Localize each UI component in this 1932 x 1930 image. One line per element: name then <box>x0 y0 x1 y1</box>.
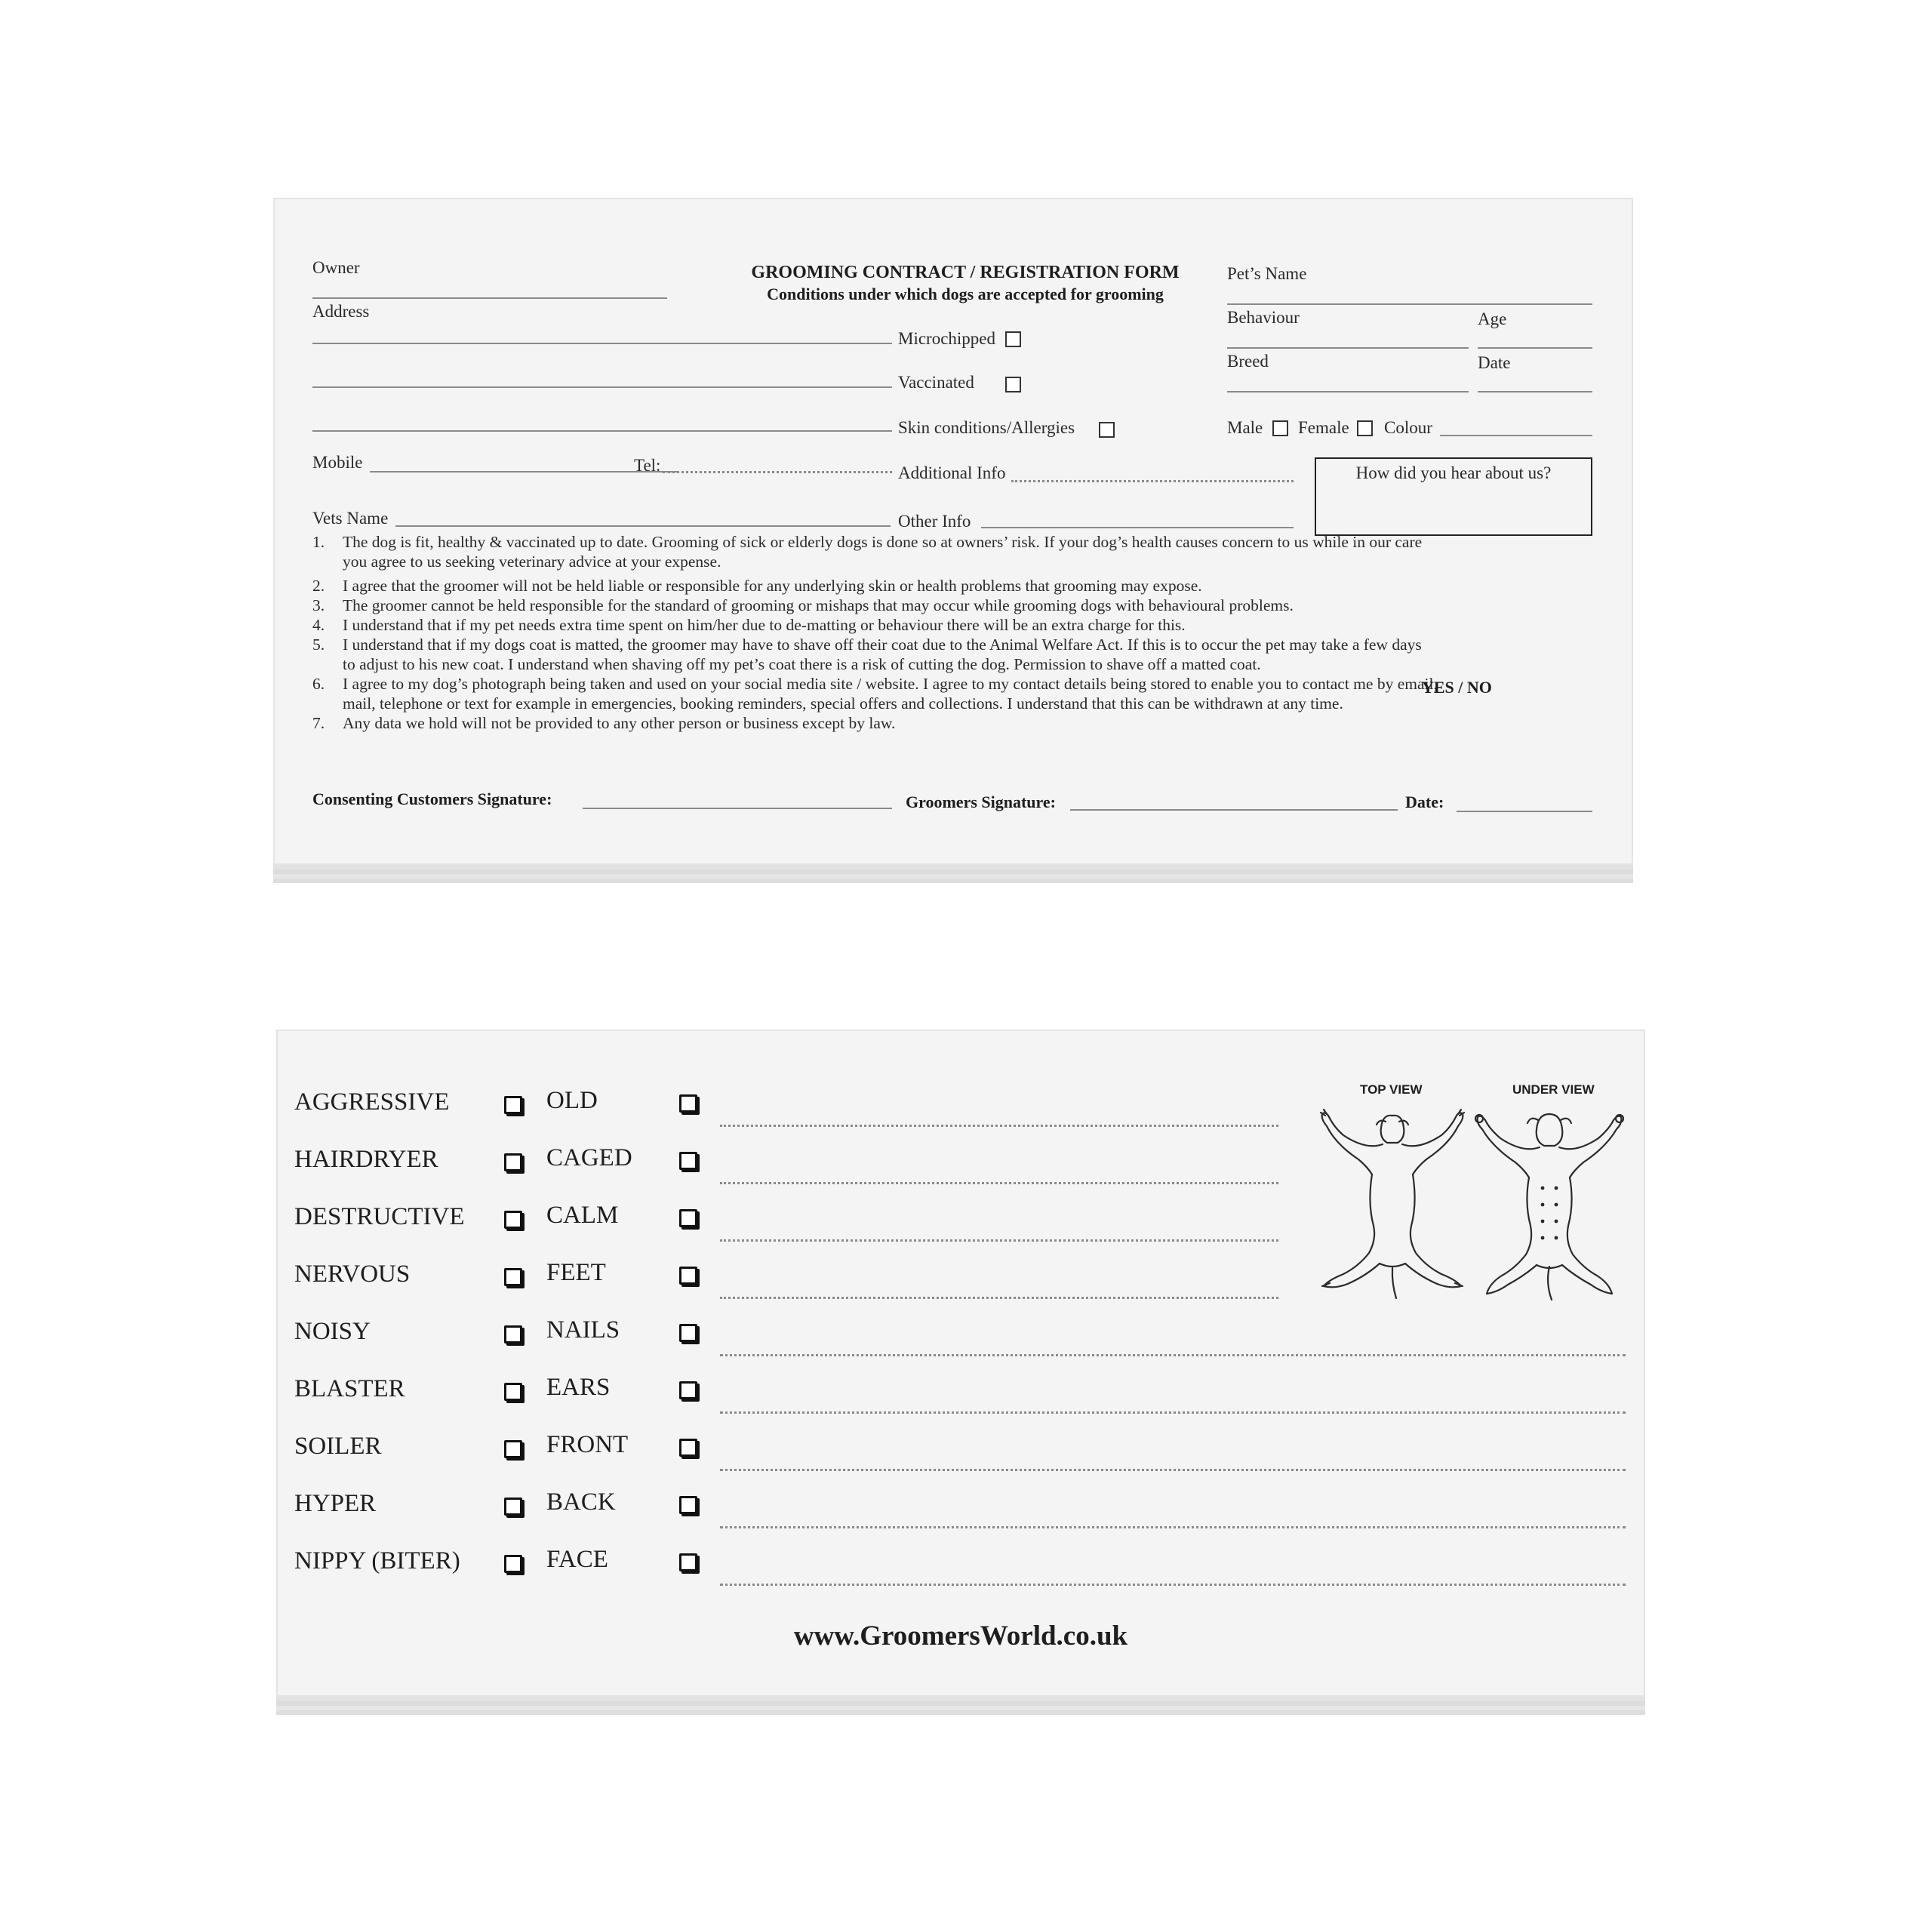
checklist-label: DESTRUCTIVE <box>294 1203 465 1230</box>
checklist-label: NOISY <box>294 1318 371 1345</box>
address-label: Address <box>312 302 370 321</box>
under-view-label: UNDER VIEW <box>1512 1082 1595 1097</box>
address-line-3[interactable] <box>312 430 892 432</box>
microchipped-label: Microchipped <box>898 329 996 348</box>
tel-line[interactable] <box>663 471 892 473</box>
owner-line[interactable] <box>312 297 667 299</box>
checkbox-icon[interactable] <box>679 1439 697 1457</box>
groomer-signature-line[interactable] <box>1070 809 1398 811</box>
vaccinated-label: Vaccinated <box>898 373 974 392</box>
term-number: 6. <box>312 675 325 693</box>
pets-name-line[interactable] <box>1227 303 1592 305</box>
checklist-label: SOILER <box>294 1433 382 1460</box>
colour-line[interactable] <box>1440 435 1592 436</box>
term-text: I understand that if my dogs coat is matted, the groomer may have to shave off their coat due to the Animal Welfare Act. If this is to occur the pet may take a few days <box>343 636 1422 654</box>
term-number: 7. <box>312 714 325 732</box>
hear-about-us-box[interactable] <box>1315 457 1592 536</box>
checkbox-icon[interactable] <box>679 1209 697 1227</box>
note-line[interactable] <box>720 1469 1626 1471</box>
colour-label: Colour <box>1384 418 1432 437</box>
term-text: Any data we hold will not be provided to any other person or business except by law. <box>343 714 896 732</box>
address-line-2[interactable] <box>312 386 892 388</box>
checklist-label: CALM <box>546 1202 619 1229</box>
checkbox-icon[interactable] <box>504 1325 522 1344</box>
dog-top-view-icon[interactable] <box>1313 1105 1472 1301</box>
checkbox-icon[interactable] <box>504 1383 522 1401</box>
microchipped-checkbox[interactable] <box>1005 331 1021 347</box>
note-line[interactable] <box>720 1239 1278 1242</box>
checklist-label: HYPER <box>294 1490 377 1517</box>
checkbox-icon[interactable] <box>679 1324 697 1342</box>
checkbox-icon[interactable] <box>679 1381 697 1399</box>
checkbox-icon[interactable] <box>504 1211 522 1229</box>
term-text: I agree to my dog’s photograph being taken and used on your social media site / website. I agree to my contact details being stored to enable you to contact me by email, <box>343 675 1438 693</box>
female-checkbox[interactable] <box>1357 420 1373 436</box>
checklist-label: FACE <box>546 1546 608 1573</box>
male-checkbox[interactable] <box>1272 420 1288 436</box>
age-line[interactable] <box>1478 347 1592 349</box>
term-text: mail, telephone or text for example in emergencies, booking reminders, special offers and collections. I understand that this can be withdrawn at any time. <box>343 694 1343 713</box>
behaviour-line[interactable] <box>1227 347 1469 349</box>
checklist-label: BACK <box>546 1488 616 1516</box>
mobile-line[interactable] <box>370 471 678 472</box>
groomer-signature-label: Groomers Signature: <box>906 793 1056 811</box>
checkbox-icon[interactable] <box>679 1094 697 1113</box>
additional-info-line[interactable] <box>1011 480 1294 482</box>
term-text: The groomer cannot be held responsible for the standard of grooming or mishaps that may occur while grooming dogs with behavioural problems. <box>343 596 1294 614</box>
breed-line[interactable] <box>1227 391 1469 392</box>
hear-about-us-label: How did you hear about us? <box>1355 463 1552 482</box>
checkbox-icon[interactable] <box>504 1440 522 1458</box>
male-label: Male <box>1227 418 1263 437</box>
term-number: 3. <box>312 596 325 614</box>
dog-under-view-icon[interactable] <box>1470 1105 1629 1301</box>
checklist-label: AGGRESSIVE <box>294 1088 450 1116</box>
term-text: to adjust to his new coat. I understand when shaving off my pet’s coat there is a risk of cutting the dog. Permission to shave off a matted coat. <box>343 655 1261 673</box>
note-line[interactable] <box>720 1584 1626 1586</box>
checklist-label: NERVOUS <box>294 1261 411 1288</box>
term-number: 5. <box>312 636 325 654</box>
checklist-label: NAILS <box>546 1316 620 1344</box>
note-line[interactable] <box>720 1297 1278 1299</box>
checklist-label: FRONT <box>546 1431 629 1458</box>
additional-info-label: Additional Info <box>898 463 1006 482</box>
note-line[interactable] <box>720 1125 1278 1127</box>
tel-label: Tel: <box>634 456 661 475</box>
term-number: 2. <box>312 577 325 595</box>
vets-name-line[interactable] <box>395 525 891 527</box>
address-line-1[interactable] <box>312 343 892 344</box>
top-view-label: TOP VIEW <box>1360 1082 1423 1097</box>
owner-label: Owner <box>312 258 360 277</box>
checkbox-icon[interactable] <box>504 1555 522 1573</box>
pets-name-label: Pet’s Name <box>1227 264 1307 283</box>
term-number: 1. <box>312 533 325 551</box>
skin-conditions-label: Skin conditions/Allergies <box>898 418 1075 437</box>
checkbox-icon[interactable] <box>504 1498 522 1516</box>
website-url[interactable]: www.GroomersWorld.co.uk <box>793 1621 1128 1651</box>
checklist-label: BLASTER <box>294 1375 405 1402</box>
date-line[interactable] <box>1478 391 1592 392</box>
term-text: you agree to us seeking veterinary advice at your expense. <box>343 553 721 571</box>
form-subtitle: Conditions under which dogs are accepted for grooming <box>767 285 1164 303</box>
behaviour-label: Behaviour <box>1227 308 1300 327</box>
skin-conditions-checkbox[interactable] <box>1099 422 1115 438</box>
checklist-label: OLD <box>546 1087 598 1114</box>
breed-label: Breed <box>1227 352 1269 371</box>
term-number: 4. <box>312 616 325 634</box>
note-line[interactable] <box>720 1411 1626 1414</box>
age-label: Age <box>1478 309 1507 328</box>
signature-date-label: Date: <box>1405 793 1444 811</box>
checkbox-icon[interactable] <box>504 1268 522 1286</box>
checkbox-icon[interactable] <box>679 1267 697 1285</box>
checkbox-icon[interactable] <box>679 1496 697 1514</box>
form-title: GROOMING CONTRACT / REGISTRATION FORM <box>751 263 1180 282</box>
vets-name-label: Vets Name <box>312 509 389 528</box>
checkbox-icon[interactable] <box>679 1152 697 1170</box>
note-line[interactable] <box>720 1526 1626 1528</box>
term-text: I understand that if my pet needs extra time spent on him/her due to de-matting or behaviour there will be an extra charge for this. <box>343 616 1186 634</box>
checklist-label: CAGED <box>546 1144 632 1171</box>
other-info-line[interactable] <box>981 527 1294 528</box>
front-card <box>273 198 1633 865</box>
female-label: Female <box>1298 418 1349 437</box>
back-card <box>276 1030 1645 1697</box>
date-label: Date <box>1478 353 1511 372</box>
checklist-label: HAIRDRYER <box>294 1146 438 1173</box>
checkbox-icon[interactable] <box>679 1553 697 1571</box>
term-text: I agree that the groomer will not be held liable or responsible for any underlying skin or health problems that grooming may expose. <box>343 577 1202 595</box>
signature-date-line[interactable] <box>1457 811 1592 812</box>
checkbox-icon[interactable] <box>504 1153 522 1171</box>
mobile-label: Mobile <box>312 453 363 472</box>
note-line[interactable] <box>720 1182 1278 1184</box>
checklist-label: NIPPY (BITER) <box>294 1547 460 1574</box>
vaccinated-checkbox[interactable] <box>1005 377 1021 392</box>
checklist-label: FEET <box>546 1259 606 1286</box>
customer-signature-line[interactable] <box>583 808 892 809</box>
note-line[interactable] <box>720 1354 1626 1356</box>
term-text: The dog is fit, healthy & vaccinated up to date. Grooming of sick or elderly dogs is done so at owners’ risk. If your dog’s health causes concern to us while in our care <box>343 533 1423 551</box>
checkbox-icon[interactable] <box>504 1096 522 1114</box>
other-info-label: Other Info <box>898 512 971 531</box>
yes-no-option[interactable]: YES / NO <box>1422 678 1492 697</box>
customer-signature-label: Consenting Customers Signature: <box>312 790 552 808</box>
checklist-label: EARS <box>546 1374 611 1401</box>
